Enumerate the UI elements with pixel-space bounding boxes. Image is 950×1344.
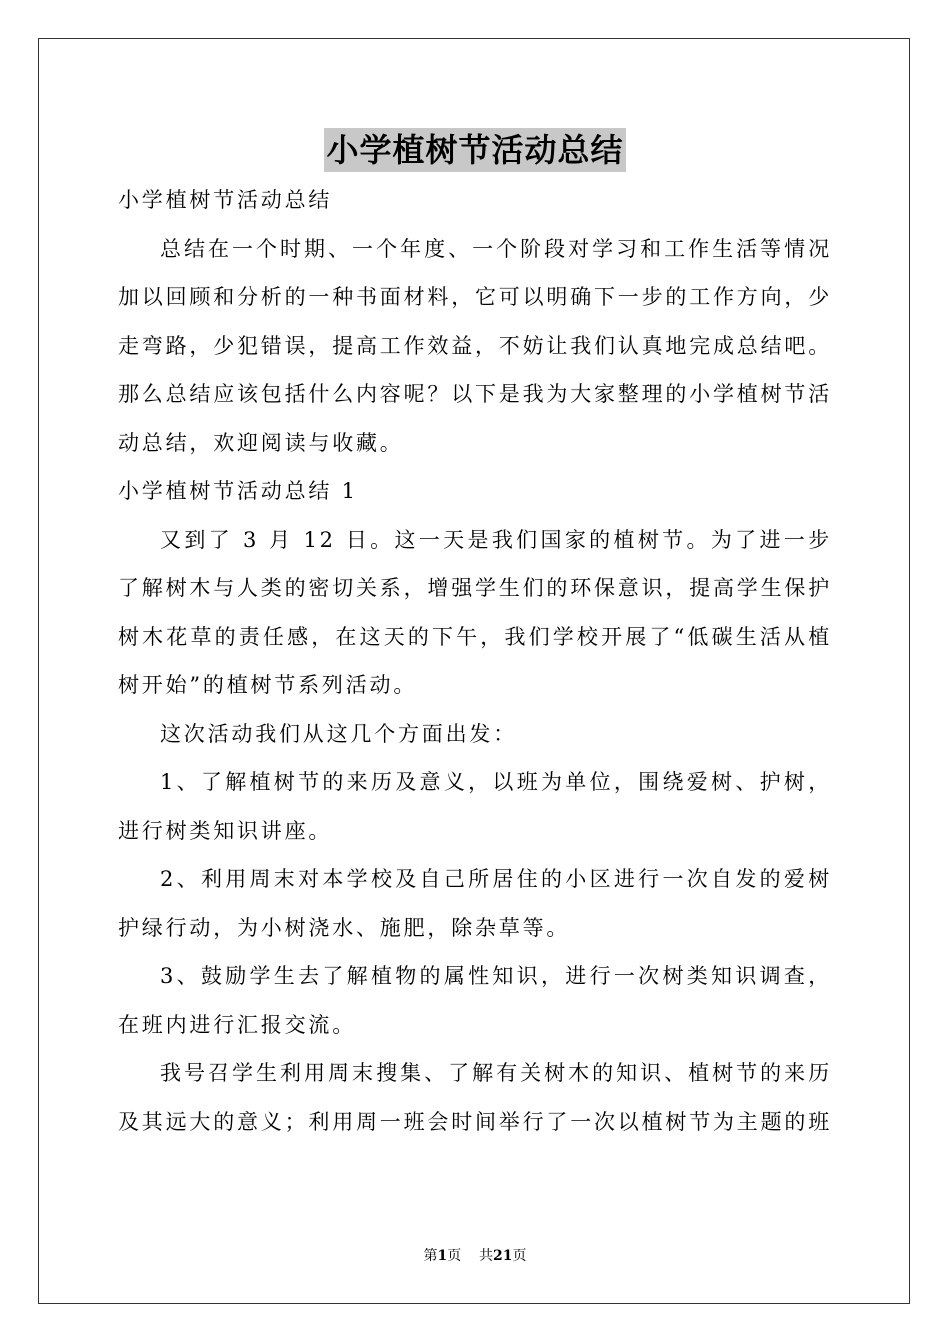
page-total: 21: [493, 1248, 513, 1264]
page-current: 1: [437, 1248, 448, 1264]
document-body: [118, 176, 832, 1146]
paragraph-subtitle: 小学植树节活动总结: [118, 188, 333, 212]
total-label-prefix: 共: [479, 1248, 494, 1264]
paragraph: 又到了 3 月 12 日。这一天是我们国家的植树节。为了进一步了解树木与人类的密切关系，增强学生们的环保意识，提高学生保护树木花草的责任感，在这天的下午，我们学校开展了“低碳生活从植树开始”的植树节系列活动。: [118, 527, 832, 697]
list-item: 1、了解植树节的来历及意义，以班为单位，围绕爱树、护树，进行树类知识讲座。: [118, 770, 832, 843]
list-item: 2、利用周末对本学校及自己所居住的小区进行一次自发的爱树护绿行动，为小树浇水、施肥，除杂草等。: [118, 867, 832, 940]
title-wrap: [0, 128, 950, 172]
paragraph: 我号召学生利用周末搜集、了解有关树木的知识、植树节的来历及其远大的意义；利用周一班会时间举行了一次以植树节为主题的班: [118, 1061, 832, 1134]
section-heading: 小学植树节活动总结 1: [118, 479, 358, 503]
paragraph-intro: 总结在一个时期、一个年度、一个阶段对学习和工作生活等情况加以回顾和分析的一种书面材料，它可以明确下一步的工作方向，少走弯路，少犯错误，提高工作效益，不妨让我们认真地完成总结吧。那么总结应该包括什么内容呢？以下是我为大家整理的小学植树节活动总结，欢迎阅读与收藏。: [118, 236, 832, 455]
list-item: 3、鼓励学生去了解植物的属性知识，进行一次树类知识调查，在班内进行汇报交流。: [118, 964, 832, 1037]
page-footer: [0, 1246, 950, 1266]
total-label-suffix: 页: [512, 1248, 527, 1264]
document-title: 小学植树节活动总结: [324, 128, 625, 172]
page-label-prefix: 第: [423, 1248, 438, 1264]
page-label-suffix: 页: [447, 1248, 462, 1264]
paragraph: 这次活动我们从这几个方面出发：: [160, 721, 517, 746]
